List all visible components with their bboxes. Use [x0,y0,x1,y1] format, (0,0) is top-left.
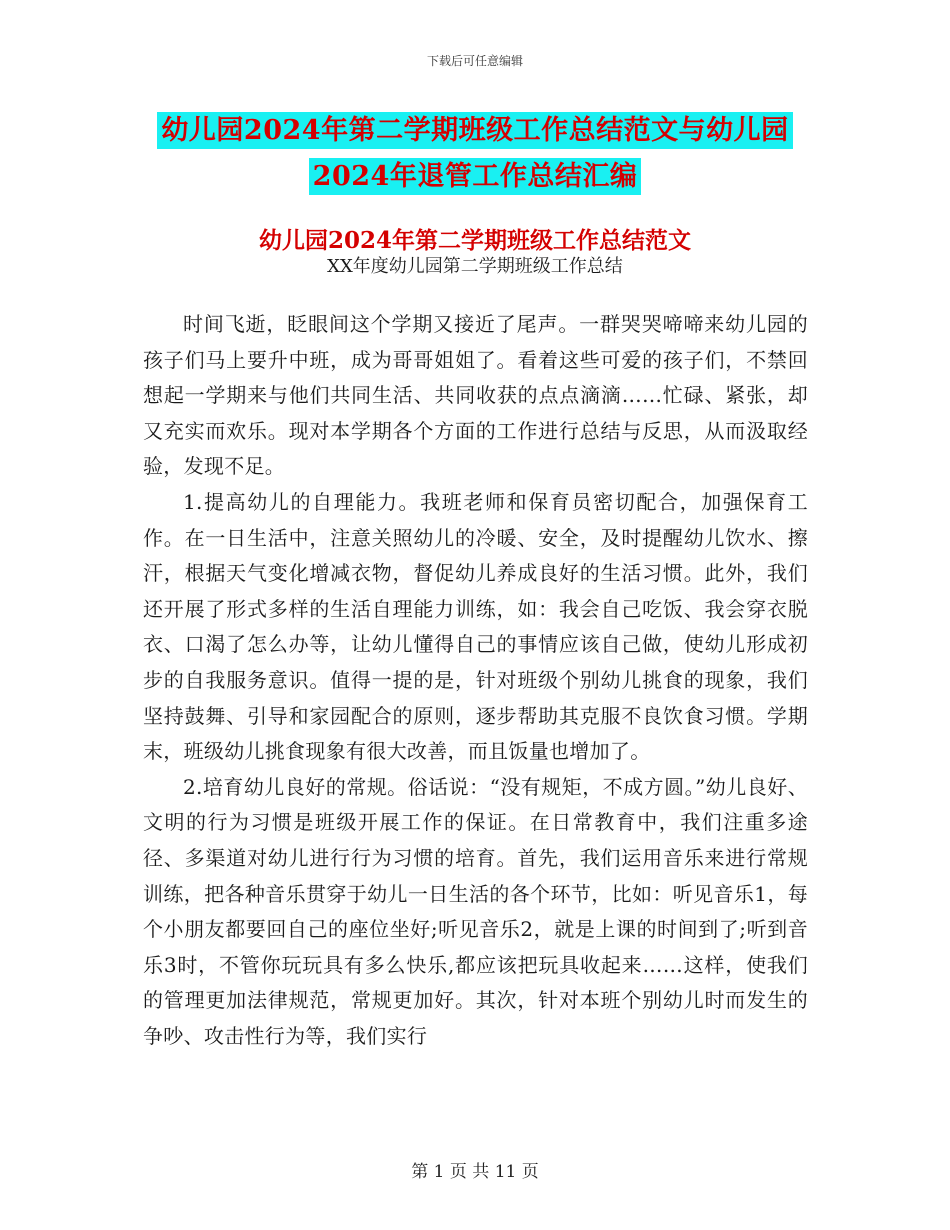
title-highlight-1: 幼儿园2024年第二学期班级工作总结范文与幼儿园 [157,112,792,149]
document-title-line-1 [0,108,950,147]
paragraph-routines: 2.培育幼儿良好的常规。俗话说：“没有规矩，不成方圆。”幼儿良好、文明的行为习惯是班级开展工作的保证。在日常教育中，我们注重多途径、多渠道对幼儿进行行为习惯的培育。首先，我们运用音乐来进行常规训练，把各种音乐贯穿于幼儿一日生活的各个环节，比如：听见音乐1，每个小朋友都要回自己的座位坐好;听见音乐2，就是上课的时间到了;听到音乐3时，不管你玩玩具有多么快乐,都应该把玩具收起来……这样，使我们的管理更加法律规范，常规更加好。其次，针对本班个别幼儿时而发生的争吵、攻击性行为等，我们实行 [143,774,808,1048]
page-footer: 第 1 页 共 11 页 [411,1162,539,1182]
header-note: 下载后可任意编辑 [426,54,523,68]
paragraph-intro: 时间飞逝，眨眼间这个学期又接近了尾声。一群哭哭啼啼来幼儿园的孩子们马上要升中班，成为哥哥姐姐了。看着这些可爱的孩子们，不禁回想起一学期来与他们共同生活、共同收获的点点滴滴……忙碌、紧张，却又充实而欢乐。现对本学期各个方面的工作进行总结与反思，从而汲取经验，发现不足。 [143,312,808,479]
paragraph-self-care: 1.提高幼儿的自理能力。我班老师和保育员密切配合，加强保育工作。在一日生活中，注意关照幼儿的冷暖、安全，及时提醒幼儿饮水、擦汗，根据天气变化增减衣物，督促幼儿养成良好的生活习惯。此外，我们还开展了形式多样的生活自理能力训练，如：我会自己吃饭、我会穿衣脱衣、口渴了怎么办等，让幼儿懂得自己的事情应该自己做，使幼儿形成初步的自我服务意识。值得一提的是，针对班级个别幼儿挑食的现象，我们坚持鼓舞、引导和家园配合的原则，逐步帮助其克服不良饮食习惯。学期末，班级幼儿挑食现象有很大改善，而且饭量也增加了。 [143,489,808,764]
sub-title: XX年度幼儿园第二学期班级工作总结 [327,256,623,277]
title-highlight-2: 2024年退管工作总结汇编 [309,158,642,195]
document-body [143,307,808,1054]
section-title: 幼儿园2024年第二学期班级工作总结范文 [258,227,691,254]
document-title-line-2 [0,154,950,193]
